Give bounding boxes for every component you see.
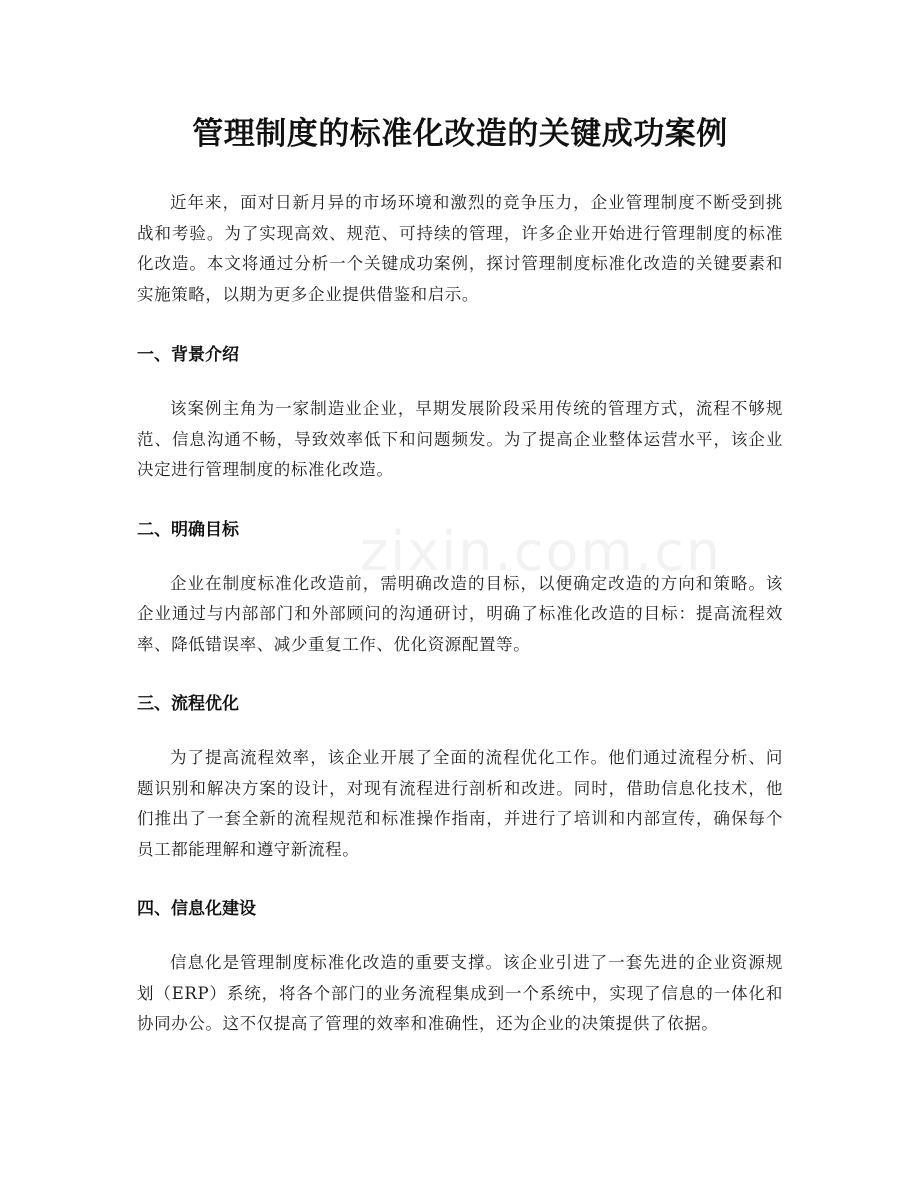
section-heading-background: 一、背景介绍: [137, 345, 239, 365]
section-body-goals: 企业在制度标准化改造前，需明确改造的目标，以便确定改造的方向和策略。该企业通过与内部部门和外部顾问的沟通研讨，明确了标准化改造的目标：提高流程效率、降低错误率、减少重复工作、优化资源配置等。: [137, 573, 783, 654]
section-body-it: 信息化是管理制度标准化改造的重要支撑。该企业引进了一套先进的企业资源规划（ERP）系统，将各个部门的业务流程集成到一个系统中，实现了信息的一体化和协同办公。这不仅提高了管理的效率和准确性，还为企业的决策提供了依据。: [137, 953, 783, 1033]
section-heading-process: 三、流程优化: [137, 694, 239, 714]
section-heading-it: 四、信息化建设: [137, 899, 256, 919]
intro-paragraph: 近年来，面对日新月异的市场环境和激烈的竞争压力，企业管理制度不断受到挑战和考验。为了实现高效、规范、可持续的管理，许多企业开始进行管理制度的标准化改造。本文将通过分析一个关键成功案例，探讨管理制度标准化改造的关键要素和实施策略，以期为更多企业提供借鉴和启示。: [137, 193, 783, 304]
watermark: zixin.com.cn: [360, 520, 723, 583]
section-body-background: 该案例主角为一家制造业企业，早期发展阶段采用传统的管理方式，流程不够规范、信息沟通不畅，导致效率低下和问题频发。为了提高企业整体运营水平，该企业决定进行管理制度的标准化改造。: [137, 399, 783, 479]
document-title: 管理制度的标准化改造的关键成功案例: [192, 116, 728, 152]
section-heading-goals: 二、明确目标: [137, 519, 239, 540]
section-body-process: 为了提高流程效率，该企业开展了全面的流程优化工作。他们通过流程分析、问题识别和解决方案的设计，对现有流程进行剖析和改进。同时，借助信息化技术，他们推出了一套全新的流程规范和标准操作指南，并进行了培训和内部宣传，确保每个员工都能理解和遵守新流程。: [137, 748, 783, 859]
